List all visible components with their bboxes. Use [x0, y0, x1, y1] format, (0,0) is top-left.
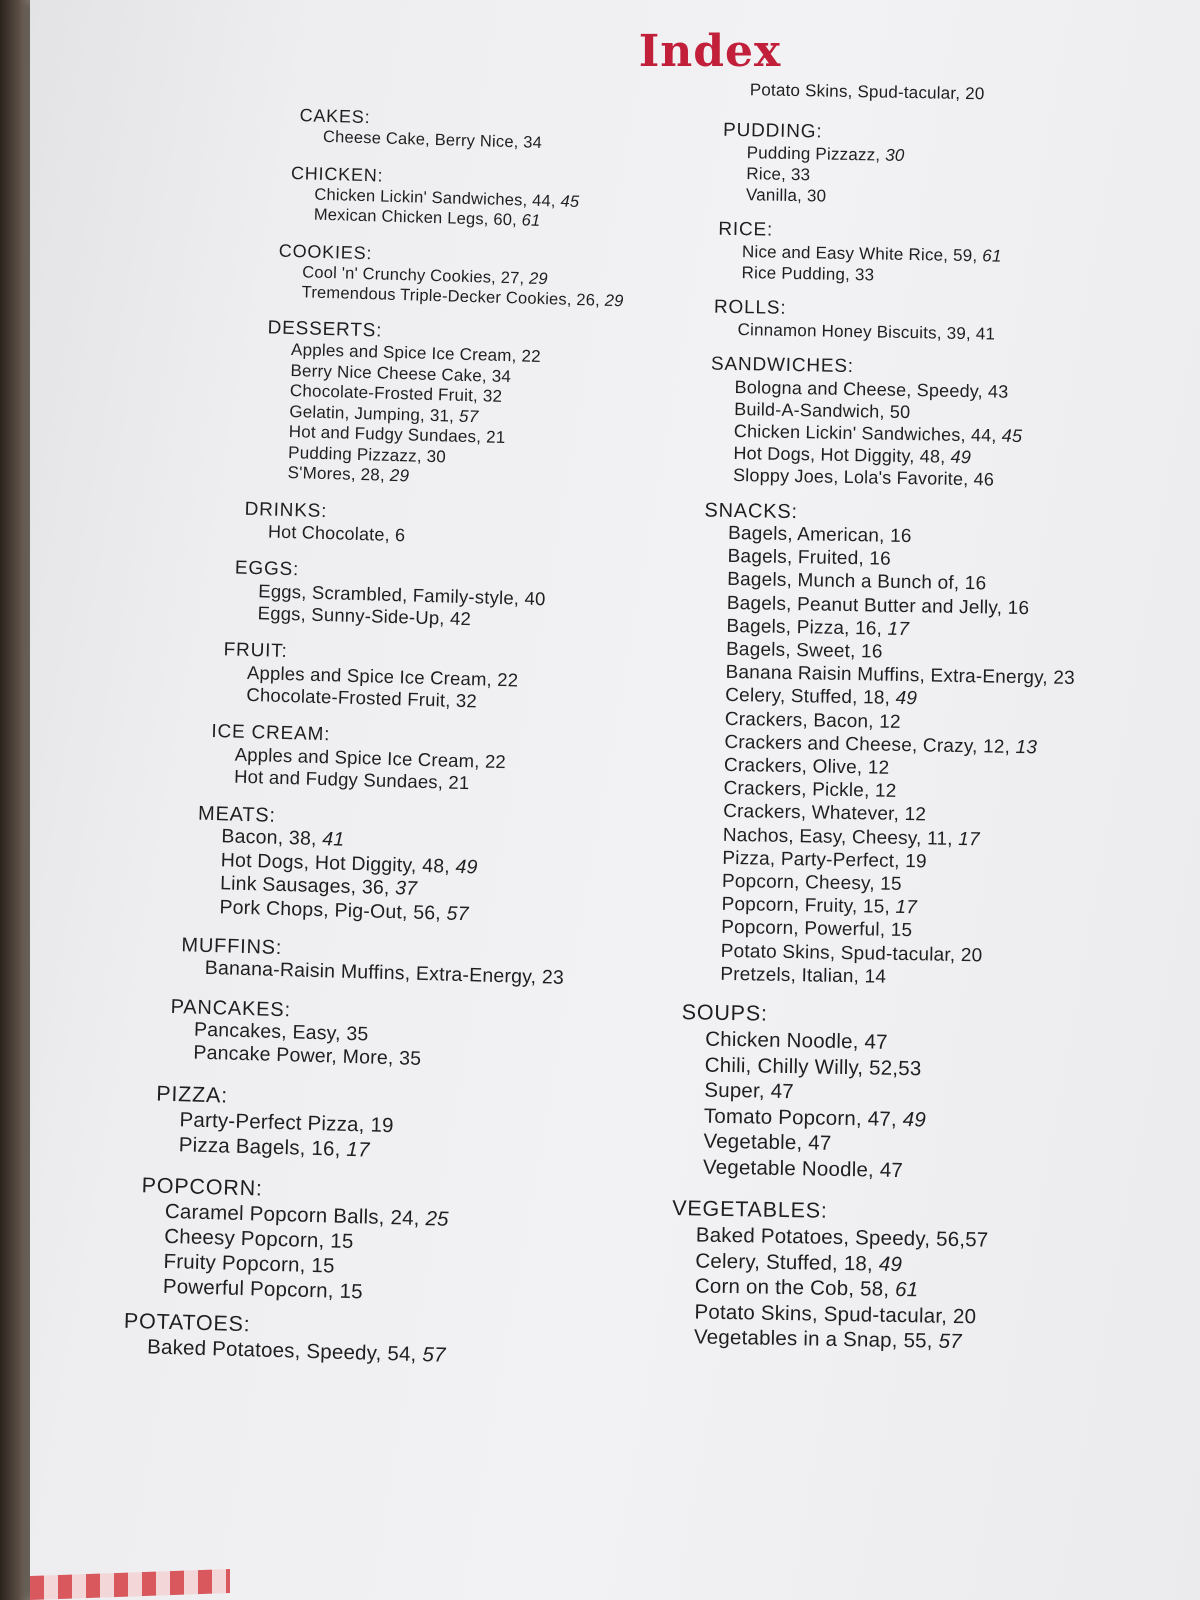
entry-text: Crackers, Bacon, 12	[724, 708, 901, 733]
illustration-page-number: 57	[938, 1329, 962, 1354]
entry-text: Hot Chocolate, 6	[267, 520, 406, 545]
illustration-page-number: 57	[446, 902, 469, 925]
entry-text: Rice, 33	[746, 164, 811, 185]
entry-text: Chicken Noodle, 47	[705, 1027, 888, 1054]
entry-text: Crackers, Olive, 12	[723, 754, 890, 779]
section-pancakes	[169, 995, 595, 1076]
entry-text: Vanilla, 30	[745, 185, 827, 206]
section-heading: SNACKS:	[704, 499, 799, 524]
tablecloth-strip	[30, 1569, 230, 1600]
entry-text: Crackers, Pickle, 12	[723, 778, 897, 803]
illustration-page-number: 41	[321, 828, 345, 851]
entry-text: Hot and Fudgy Sundaes, 21	[233, 765, 470, 794]
entry-text: Hot Dogs, Hot Diggity, 48,	[733, 442, 951, 467]
section-heading: ROLLS:	[713, 296, 787, 319]
entry-text: Celery, Stuffed, 18,	[725, 685, 896, 710]
section-heading: PANCAKES:	[170, 995, 292, 1021]
entry-text: Berry Nice Cheese Cake, 34	[290, 360, 512, 386]
illustration-page-number: 30	[885, 145, 905, 165]
section-heading: SOUPS:	[681, 1000, 768, 1026]
entry-text: Potato Skins, Spud-tacular, 20	[694, 1300, 977, 1328]
section-cookies	[277, 240, 624, 311]
illustration-page-number: 45	[560, 192, 580, 212]
illustration-page-number: 49	[455, 855, 478, 878]
entry-list	[222, 661, 604, 716]
entry-text: Build-A-Sandwich, 50	[734, 398, 911, 423]
entry-text: Bagels, American, 16	[727, 522, 912, 548]
entry-text: Cool 'n' Crunchy Cookies, 27,	[301, 263, 530, 288]
section-heading: VEGETABLES:	[672, 1196, 828, 1223]
illustration-page-number: 17	[895, 897, 918, 919]
entry-text: Chicken Lickin' Sandwiches, 44,	[314, 185, 561, 211]
entry-text: Tremendous Triple-Decker Cookies, 26,	[301, 283, 606, 310]
entry-text: Bacon, 38,	[221, 825, 323, 851]
entry-text: S'Mores, 28,	[287, 462, 391, 485]
entry-text: Party-Perfect Pizza, 19	[179, 1107, 395, 1137]
section-heading: MUFFINS:	[181, 934, 283, 960]
section-sandwiches	[709, 354, 1155, 494]
left-column	[115, 100, 624, 1371]
entry-text: Super, 47	[704, 1078, 795, 1104]
entry-text: Fruity Popcorn, 15	[163, 1249, 335, 1278]
entry-text: Chocolate-Frosted Fruit, 32	[289, 381, 503, 406]
entry-text: Popcorn, Powerful, 15	[720, 917, 913, 942]
entry-text: Tomato Popcorn, 47,	[703, 1104, 903, 1131]
section-eggs	[233, 558, 607, 634]
illustration-page-number: 49	[895, 688, 918, 710]
entry-text: Pizza, Party-Perfect, 19	[722, 847, 927, 873]
entry-text: Pancake Power, More, 35	[193, 1041, 422, 1070]
entry-text: Caramel Popcorn Balls, 24,	[164, 1199, 426, 1230]
illustration-page-number: 29	[528, 269, 549, 289]
illustration-page-number: 61	[894, 1278, 919, 1302]
entry-text: Bologna and Cheese, Speedy, 43	[734, 377, 1009, 402]
section-heading: FRUIT:	[223, 639, 288, 663]
section-heading: CHICKEN:	[290, 162, 384, 186]
section-heading: ICE CREAM:	[211, 720, 331, 746]
section-pizza	[155, 1080, 593, 1168]
illustration-page-number: 29	[604, 291, 624, 311]
illustration-page-number: 29	[389, 465, 410, 486]
entry-text: Crackers and Cheese, Crazy, 12,	[724, 731, 1016, 758]
entry-text: Corn on the Cob, 58,	[694, 1274, 896, 1301]
entry-text: Sloppy Joes, Lola's Favorite, 46	[732, 464, 995, 490]
section-cakes	[299, 104, 620, 155]
section-popcorn	[139, 1172, 590, 1310]
section-ice-cream	[210, 721, 603, 798]
index-entry	[750, 79, 1160, 107]
entry-list	[722, 142, 1159, 213]
illustration-page-number: 61	[982, 246, 1002, 266]
section-heading: EGGS:	[234, 557, 300, 581]
entry-text: Hot and Fudgy Sundaes, 21	[288, 422, 506, 448]
entry-text: Mexican Chicken Legs, 60,	[313, 205, 522, 230]
entry-text: Nice and Easy White Rice, 59,	[741, 242, 983, 266]
entry-list	[263, 339, 613, 492]
entry-text: Vegetables in a Snap, 55,	[693, 1325, 939, 1353]
entry-text: Apples and Spice Ice Cream, 22	[246, 661, 519, 691]
section-heading: POPCORN:	[141, 1172, 264, 1201]
entry-text: Vegetable, 47	[703, 1129, 832, 1155]
entry-text: Chili, Chilly Willy, 52,53	[704, 1053, 922, 1080]
section-heading: DESSERTS:	[267, 317, 383, 342]
entry-list	[679, 1026, 1144, 1187]
section-rice	[717, 219, 1157, 291]
section-fruit	[222, 639, 605, 716]
section-heading: MEATS:	[197, 802, 277, 827]
entry-text: Bagels, Sweet, 16	[725, 638, 883, 663]
entry-text: Apples and Spice Ice Cream, 22	[290, 340, 542, 367]
section-potatoes	[123, 1307, 586, 1371]
section-heading: CAKES:	[299, 105, 371, 128]
entry-text: Crackers, Whatever, 12	[723, 801, 927, 826]
entry-text: Chicken Lickin' Sandwiches, 44,	[733, 420, 1002, 446]
entry-text: Popcorn, Fruity, 15,	[721, 894, 896, 919]
entry-text: Pretzels, Italian, 14	[720, 963, 887, 988]
entry-text: Pizza Bagels, 16,	[178, 1132, 347, 1161]
entry-text: Eggs, Scrambled, Family-style, 40	[258, 580, 546, 610]
section-heading: POTATOES:	[123, 1308, 251, 1336]
section-heading: PUDDING:	[722, 119, 823, 143]
entry-text: Vegetable Noodle, 47	[702, 1155, 904, 1182]
section-pudding	[722, 120, 1159, 213]
illustration-page-number: 57	[422, 1342, 446, 1367]
entry-text: Baked Potatoes, Speedy, 56,57	[695, 1223, 989, 1252]
entry-text: Pudding Pizzazz, 30	[287, 442, 447, 466]
section-desserts	[263, 317, 613, 492]
entry-text: Celery, Stuffed, 18,	[695, 1249, 880, 1276]
section-snacks	[696, 499, 1152, 993]
entry-text: Hot Dogs, Hot Diggity, 48,	[220, 848, 456, 878]
section-heading: RICE:	[718, 218, 774, 241]
illustration-page-number: 49	[950, 446, 972, 468]
section-heading: PIZZA:	[155, 1081, 229, 1108]
section-chicken	[290, 162, 619, 233]
entry-text: Banana Raisin Muffins, Extra-Energy, 23	[725, 662, 1076, 690]
section-rolls	[713, 297, 1156, 348]
entry-text: Powerful Popcorn, 15	[162, 1274, 364, 1303]
entry-text: Gelatin, Jumping, 31,	[289, 401, 460, 426]
section-heading: SANDWICHES:	[710, 353, 855, 378]
entry-text: Rice Pudding, 33	[741, 263, 875, 285]
entry-text: Link Sausages, 36,	[219, 872, 396, 900]
section-drinks	[244, 498, 609, 552]
illustration-page-number: 17	[957, 828, 980, 850]
illustration-page-number: 49	[878, 1252, 903, 1276]
entry-text: Cheesy Popcorn, 15	[163, 1224, 354, 1253]
entry-list	[277, 262, 624, 311]
entry-text: Eggs, Sunny-Side-Up, 42	[257, 602, 472, 630]
illustration-page-number: 45	[1001, 425, 1023, 447]
entry-text: Pancakes, Easy, 35	[193, 1018, 369, 1045]
entry-text: Pudding Pizzazz,	[746, 143, 886, 165]
entry-text: Bagels, Munch a Bunch of, 16	[727, 569, 987, 595]
page-title: Index	[638, 26, 782, 77]
entry-list	[670, 1222, 1140, 1358]
section-heading: DRINKS:	[244, 498, 328, 522]
entry-text: Baked Potatoes, Speedy, 54,	[146, 1334, 423, 1366]
binding-shadow	[0, 0, 30, 1600]
entry-text: Cheese Cake, Berry Nice, 34	[322, 127, 543, 152]
entry-text: Potato Skins, Spud-tacular, 20	[720, 940, 983, 967]
illustration-page-number: 61	[521, 211, 541, 230]
entry-text: Nachos, Easy, Cheesy, 11,	[722, 824, 959, 850]
section-soups	[679, 999, 1144, 1187]
right-column	[658, 78, 1160, 1358]
entry-text: Banana-Raisin Muffins, Extra-Energy, 23	[204, 956, 565, 989]
entry-text: Chocolate-Frosted Fruit, 32	[246, 683, 478, 712]
illustration-page-number: 37	[394, 877, 418, 900]
entry-list	[195, 825, 599, 930]
illustration-page-number: 17	[887, 618, 910, 640]
entry-text: Bagels, Peanut Butter and Jelly, 16	[726, 592, 1030, 619]
section-meats	[195, 803, 600, 930]
entry-text: Apples and Spice Ice Cream, 22	[234, 743, 507, 773]
section-vegetables	[670, 1195, 1141, 1358]
section-muffins	[180, 934, 596, 991]
entry-list	[717, 241, 1157, 291]
entry-list	[233, 580, 606, 634]
entry-list	[290, 184, 618, 233]
illustration-page-number: 17	[346, 1137, 371, 1162]
section-potatoes-continued	[750, 79, 1160, 107]
entry-text: Bagels, Pizza, 16,	[726, 615, 888, 640]
entry-list	[709, 376, 1155, 494]
illustration-page-number: 13	[1015, 736, 1038, 759]
entry-list	[139, 1198, 590, 1310]
index-page	[30, 0, 1200, 1600]
entry-text: Bagels, Fruited, 16	[727, 546, 892, 570]
illustration-page-number: 25	[425, 1206, 450, 1231]
entry-list	[696, 521, 1152, 993]
section-heading: COOKIES:	[278, 240, 373, 264]
illustration-page-number: 49	[902, 1107, 927, 1132]
entry-text: Popcorn, Cheesy, 15	[721, 870, 902, 896]
entry-list	[750, 79, 1160, 107]
entry-text: Cinnamon Honey Biscuits, 39, 41	[737, 320, 996, 344]
entry-text: Pork Chops, Pig-Out, 56,	[219, 895, 447, 925]
entry-text: Potato Skins, Spud-tacular, 20	[749, 80, 985, 104]
illustration-page-number: 57	[458, 406, 479, 426]
